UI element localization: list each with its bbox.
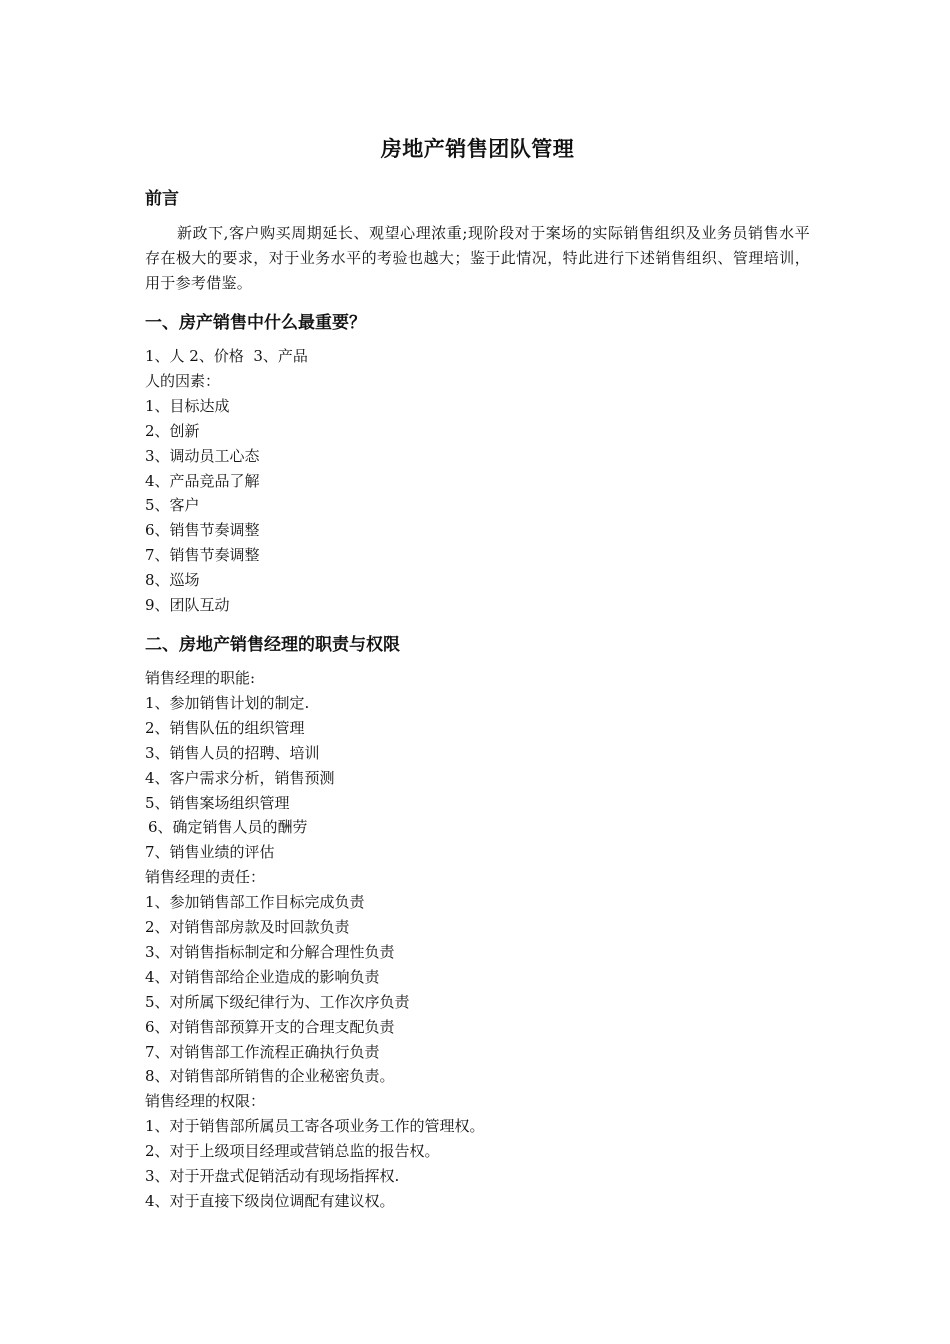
list-item: 3、销售人员的招聘、培训 bbox=[145, 743, 320, 762]
functions-label: 销售经理的职能: bbox=[145, 668, 256, 687]
responsibilities-label: 销售经理的责任： bbox=[145, 868, 266, 887]
section1-list bbox=[145, 344, 810, 618]
list-item: 7、对销售部工作流程正确执行负责 bbox=[145, 1042, 380, 1061]
list-item: 8、对销售部所销售的企业秘密负责。 bbox=[145, 1067, 395, 1086]
preface-heading: 前言 bbox=[145, 189, 179, 209]
document-page bbox=[145, 134, 810, 1214]
list-item: 4、对销售部给企业造成的影响负责 bbox=[145, 967, 380, 986]
list-item: 5、对所属下级纪律行为、工作次序负责 bbox=[145, 992, 410, 1011]
list-item: 1、参加销售部工作目标完成负责 bbox=[145, 893, 365, 912]
section2-heading: 二、房地产销售经理的职责与权限 bbox=[145, 634, 400, 655]
list-item: 6、对销售部预算开支的合理支配负责 bbox=[145, 1017, 395, 1036]
preface-paragraph: 新政下,客户购买周期延长、观望心理浓重;现阶段对于案场的实际销售组织及业务员销售水平存在极大的要求，对于业务水平的考验也越大；鉴于此情况，特此进行下述销售组织、管理培训，用于参考借鉴。 bbox=[145, 224, 810, 292]
list-item: 4、产品竞品了解 bbox=[145, 471, 260, 490]
list-item: 1、目标达成 bbox=[145, 396, 230, 415]
section2-list bbox=[145, 666, 810, 1214]
list-item: 2、对于上级项目经理或营销总监的报告权。 bbox=[145, 1142, 440, 1161]
list-item: 5、销售案场组织管理 bbox=[145, 793, 290, 812]
list-item: 8、巡场 bbox=[145, 571, 200, 590]
list-item: 2、对销售部房款及时回款负责 bbox=[145, 918, 350, 937]
list-item: 3、调动员工心态 bbox=[145, 446, 260, 465]
list-item: 6、确定销售人员的酬劳 bbox=[148, 818, 308, 837]
list-item: 2、创新 bbox=[145, 421, 200, 440]
list-item: 1、人 2、价格 3、产品 bbox=[145, 347, 308, 365]
list-item: 7、销售节奏调整 bbox=[145, 546, 260, 565]
list-item: 1、参加销售计划的制定. bbox=[145, 693, 310, 712]
list-label: 人的因素： bbox=[145, 371, 221, 390]
list-item: 6、销售节奏调整 bbox=[145, 521, 260, 540]
list-item: 4、对于直接下级岗位调配有建议权。 bbox=[145, 1192, 395, 1210]
list-item: 2、销售队伍的组织管理 bbox=[145, 718, 305, 737]
list-item: 3、对销售指标制定和分解合理性负责 bbox=[145, 942, 395, 961]
list-item: 7、销售业绩的评估 bbox=[145, 843, 275, 862]
list-item: 3、对于开盘式促销活动有现场指挥权. bbox=[145, 1167, 400, 1186]
document-title: 房地产销售团队管理 bbox=[380, 137, 575, 161]
list-item: 4、客户需求分析，销售预测 bbox=[145, 768, 335, 787]
list-item: 5、客户 bbox=[145, 496, 200, 515]
list-item: 1、对于销售部所属员工寄各项业务工作的管理权。 bbox=[145, 1117, 485, 1136]
list-item: 9、团队互动 bbox=[145, 596, 230, 615]
section1-heading: 一、房产销售中什么最重要？ bbox=[145, 313, 366, 333]
authority-label: 销售经理的权限： bbox=[145, 1092, 266, 1111]
